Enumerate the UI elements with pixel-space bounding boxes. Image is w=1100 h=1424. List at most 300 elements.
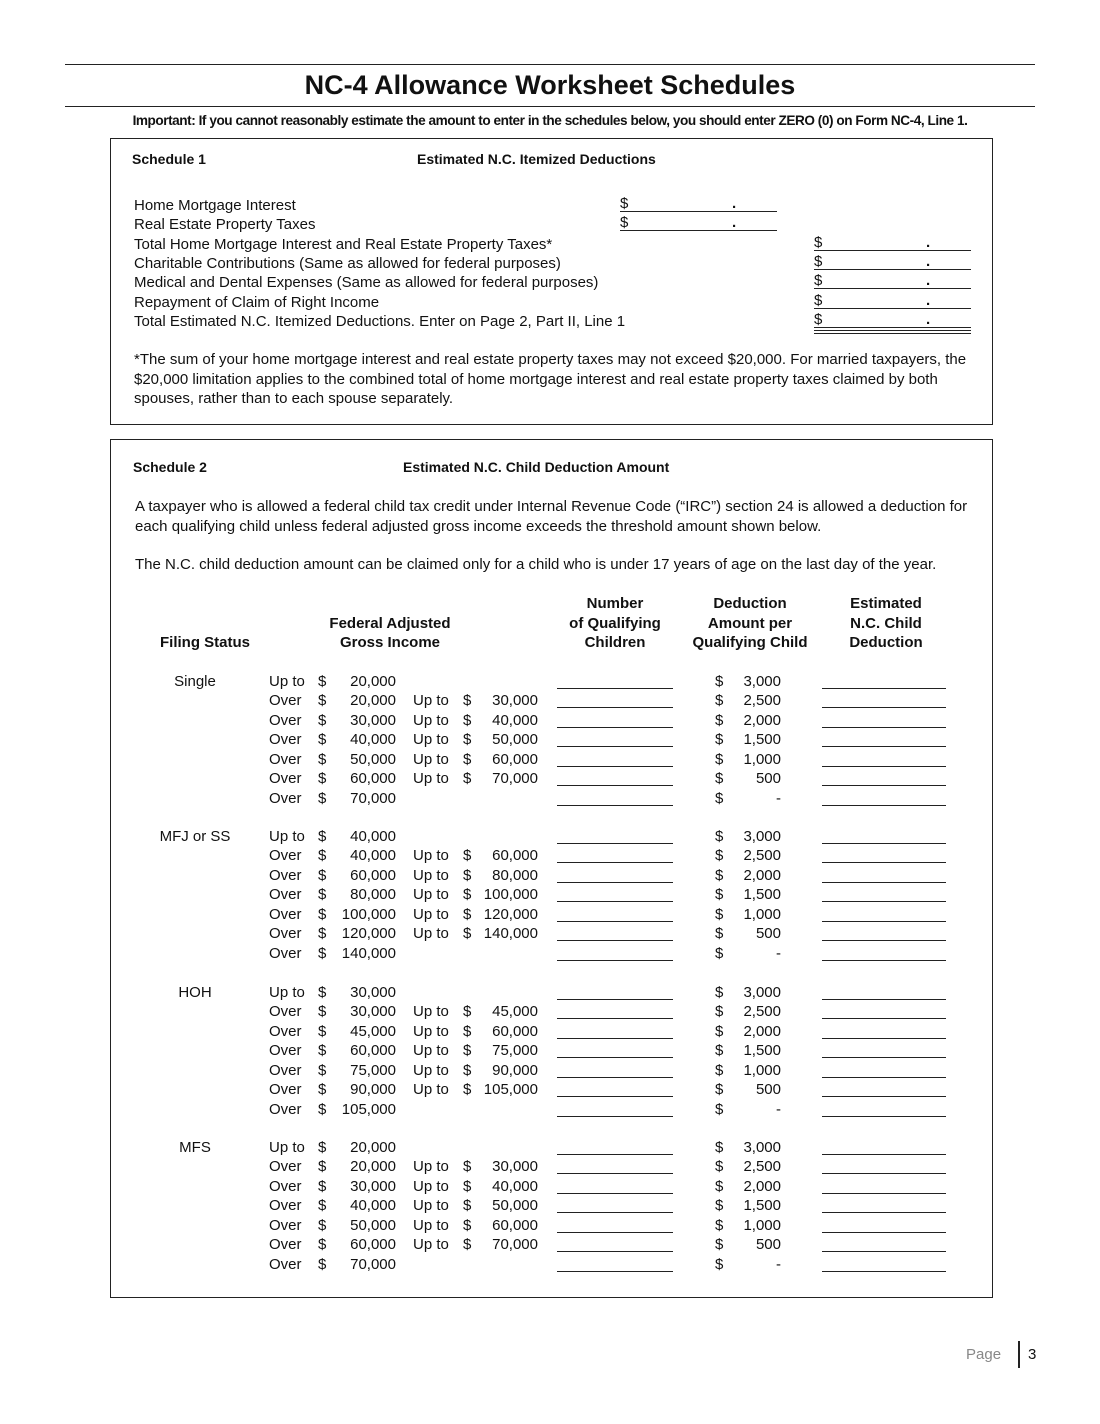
estimated-deduction-entry[interactable] xyxy=(822,766,946,767)
table-row xyxy=(0,1256,1100,1276)
table-row xyxy=(0,867,1100,887)
range-operator-lower: Over xyxy=(269,905,302,923)
range-amount-upper: 140,000 xyxy=(483,925,538,943)
dollar-sign: $ xyxy=(463,1022,472,1040)
estimated-deduction-entry[interactable] xyxy=(822,999,946,1000)
range-operator-lower: Up to xyxy=(269,828,305,845)
estimated-deduction-entry[interactable] xyxy=(822,960,946,961)
dollar-sign: $ xyxy=(318,1100,327,1118)
range-amount-lower: 60,000 xyxy=(350,866,396,884)
range-operator-upper: Up to xyxy=(413,1236,449,1254)
dollar-sign: $ xyxy=(318,1003,327,1021)
table-row xyxy=(0,751,1100,771)
range-operator-lower: Over xyxy=(269,750,302,768)
schedule-2-heading: Estimated N.C. Child Deduction Amount xyxy=(403,459,670,475)
dollar-sign: $ xyxy=(318,1177,327,1195)
qualifying-children-entry[interactable] xyxy=(557,1212,673,1213)
col-estimated-line3: Deduction xyxy=(849,634,923,651)
table-row xyxy=(0,1042,1100,1062)
range-operator-lower: Over xyxy=(269,770,302,788)
dollar-sign: $ xyxy=(318,1236,327,1254)
dollar-sign: $ xyxy=(715,673,724,690)
range-amount-upper: 60,000 xyxy=(492,1216,538,1234)
dollar-sign: $ xyxy=(463,1081,472,1099)
estimated-deduction-entry[interactable] xyxy=(822,1018,946,1019)
deduction-amount-per-child: - xyxy=(776,789,781,807)
range-amount-upper: 30,000 xyxy=(492,1158,538,1176)
dollar-sign: $ xyxy=(318,1042,327,1060)
range-operator-lower: Over xyxy=(269,1022,302,1040)
schedule-2-intro: A taxpayer who is allowed a federal child tax credit under Internal Revenue Code (“IRC”) section 24 is allowed a deduction for each qualifying child unless federal adjusted gross income exceeds the threshold amount shown below. xyxy=(135,498,968,535)
deduction-amount-per-child: 3,000 xyxy=(743,1139,781,1156)
range-amount-lower: 20,000 xyxy=(350,673,396,690)
schedule-1-footnote: *The sum of your home mortgage interest and real estate property taxes may not exceed $20,000. For married taxpayers, the $20,000 limitation applies to the combined total of home mortgage interest and real estate property taxes claimed by both spouses, rather than to each spouse separately. xyxy=(134,351,967,407)
range-amount-lower: 80,000 xyxy=(350,886,396,904)
qualifying-children-entry[interactable] xyxy=(557,707,673,708)
deduction-amount-per-child: 2,000 xyxy=(743,711,781,729)
estimated-deduction-entry[interactable] xyxy=(822,1173,946,1174)
range-operator-lower: Over xyxy=(269,1042,302,1060)
deduction-amount-per-child: 2,500 xyxy=(743,1158,781,1176)
range-amount-lower: 40,000 xyxy=(350,828,396,845)
range-operator-upper: Up to xyxy=(413,1081,449,1099)
range-operator-upper: Up to xyxy=(413,1042,449,1060)
dollar-sign: $ xyxy=(715,1042,724,1060)
estimated-deduction-entry[interactable] xyxy=(822,1096,946,1097)
range-amount-upper: 60,000 xyxy=(492,847,538,865)
range-amount-upper: 70,000 xyxy=(492,770,538,788)
qualifying-children-entry[interactable] xyxy=(557,766,673,767)
col-number-line2: of Qualifying xyxy=(569,615,661,632)
range-amount-lower: 50,000 xyxy=(350,1216,396,1234)
range-amount-lower: 45,000 xyxy=(350,1022,396,1040)
s1-line-home-mortgage-interest: Home Mortgage Interest xyxy=(134,197,296,214)
dollar-sign: $ xyxy=(318,984,327,1001)
dollar-sign: $ xyxy=(715,1100,724,1118)
range-amount-lower: 60,000 xyxy=(350,1236,396,1254)
estimated-deduction-entry[interactable] xyxy=(822,1116,946,1117)
qualifying-children-entry[interactable] xyxy=(557,1232,673,1233)
range-amount-lower: 20,000 xyxy=(350,1158,396,1176)
qualifying-children-entry[interactable] xyxy=(557,1116,673,1117)
estimated-deduction-entry[interactable] xyxy=(822,1193,946,1194)
filing-status-label: MFS xyxy=(179,1139,211,1156)
range-amount-upper: 45,000 xyxy=(492,1003,538,1021)
dollar-sign: $ xyxy=(715,1216,724,1234)
dollar-sign: $ xyxy=(715,1197,724,1215)
title-rule xyxy=(65,106,1035,107)
qualifying-children-entry[interactable] xyxy=(557,785,673,786)
range-amount-upper: 80,000 xyxy=(492,866,538,884)
range-operator-lower: Over xyxy=(269,1236,302,1254)
dollar-sign: $ xyxy=(318,673,327,690)
s1-line-total-mortgage-and-taxes: Total Home Mortgage Interest and Real Estate Property Taxes* xyxy=(134,236,553,253)
estimated-deduction-entry[interactable] xyxy=(822,1057,946,1058)
deduction-amount-per-child: 2,000 xyxy=(743,866,781,884)
estimated-deduction-entry[interactable] xyxy=(822,921,946,922)
dollar-sign: $ xyxy=(463,731,472,749)
table-row xyxy=(0,731,1100,751)
estimated-deduction-entry[interactable] xyxy=(822,746,946,747)
estimated-deduction-entry[interactable] xyxy=(822,1251,946,1252)
range-amount-lower: 105,000 xyxy=(341,1100,396,1118)
qualifying-children-entry[interactable] xyxy=(557,1173,673,1174)
dollar-sign: $ xyxy=(715,692,724,710)
dollar-sign: $ xyxy=(318,770,327,788)
decimal-point: . xyxy=(926,234,931,251)
dollar-sign: $ xyxy=(715,1022,724,1040)
dollar-sign: $ xyxy=(715,905,724,923)
range-operator-lower: Over xyxy=(269,866,302,884)
qualifying-children-entry[interactable] xyxy=(557,1057,673,1058)
dollar-sign: $ xyxy=(318,711,327,729)
col-deduction-line1: Deduction xyxy=(713,595,787,612)
range-amount-upper: 75,000 xyxy=(492,1042,538,1060)
decimal-point: . xyxy=(732,195,737,212)
dollar-sign: $ xyxy=(463,1061,472,1079)
dollar-sign: $ xyxy=(318,944,327,962)
col-agi-line1: Federal Adjusted xyxy=(329,615,451,632)
range-amount-lower: 60,000 xyxy=(350,770,396,788)
col-agi-line2: Gross Income xyxy=(339,634,441,651)
qualifying-children-entry[interactable] xyxy=(557,1193,673,1194)
range-operator-upper: Up to xyxy=(413,1158,449,1176)
qualifying-children-entry[interactable] xyxy=(557,843,673,844)
deduction-amount-per-child: 1,000 xyxy=(743,1061,781,1079)
range-amount-lower: 40,000 xyxy=(350,1197,396,1215)
range-operator-upper: Up to xyxy=(413,886,449,904)
qualifying-children-entry[interactable] xyxy=(557,921,673,922)
estimated-deduction-entry[interactable] xyxy=(822,1212,946,1213)
table-row xyxy=(0,1062,1100,1082)
dollar-sign: $ xyxy=(318,750,327,768)
range-amount-upper: 50,000 xyxy=(492,1197,538,1215)
table-row xyxy=(0,1101,1100,1121)
range-operator-upper: Up to xyxy=(413,750,449,768)
estimated-deduction-entry[interactable] xyxy=(822,882,946,883)
table-row xyxy=(0,1197,1100,1217)
dollar-sign: $ xyxy=(814,292,823,309)
range-amount-lower: 30,000 xyxy=(350,711,396,729)
range-operator-lower: Over xyxy=(269,1216,302,1234)
table-row xyxy=(0,1178,1100,1198)
dollar-sign: $ xyxy=(318,828,327,845)
range-operator-lower: Over xyxy=(269,925,302,943)
range-amount-lower: 20,000 xyxy=(350,692,396,710)
range-operator-upper: Up to xyxy=(413,731,449,749)
page-number: 3 xyxy=(1028,1346,1037,1363)
important-notice: Important: If you cannot reasonably estimate the amount to enter in the schedules below, you should enter ZERO (0) on Form NC-4, Line 1. xyxy=(132,113,968,128)
range-amount-lower: 70,000 xyxy=(350,789,396,807)
dollar-sign: $ xyxy=(715,770,724,788)
table-row xyxy=(0,847,1100,867)
dollar-sign: $ xyxy=(715,866,724,884)
qualifying-children-entry[interactable] xyxy=(557,727,673,728)
estimated-deduction-entry[interactable] xyxy=(822,901,946,902)
range-operator-lower: Up to xyxy=(269,984,305,1001)
range-operator-lower: Over xyxy=(269,1177,302,1195)
dollar-sign: $ xyxy=(715,886,724,904)
range-amount-upper: 120,000 xyxy=(483,905,538,923)
range-operator-upper: Up to xyxy=(413,1216,449,1234)
range-operator-lower: Over xyxy=(269,1197,302,1215)
qualifying-children-entry[interactable] xyxy=(557,901,673,902)
dollar-sign: $ xyxy=(715,1061,724,1079)
range-operator-lower: Over xyxy=(269,789,302,807)
s1-line-claim-of-right: Repayment of Claim of Right Income xyxy=(134,294,380,311)
range-operator-upper: Up to xyxy=(413,1197,449,1215)
range-operator-upper: Up to xyxy=(413,1022,449,1040)
deduction-amount-per-child: 1,500 xyxy=(743,1042,781,1060)
table-row xyxy=(0,712,1100,732)
page-label: Page xyxy=(966,1346,1002,1363)
top-rule xyxy=(65,64,1035,65)
range-operator-upper: Up to xyxy=(413,905,449,923)
deduction-amount-per-child: 3,000 xyxy=(743,984,781,1001)
qualifying-children-entry[interactable] xyxy=(557,1154,673,1155)
qualifying-children-entry[interactable] xyxy=(557,999,673,1000)
dollar-sign: $ xyxy=(318,1158,327,1176)
qualifying-children-entry[interactable] xyxy=(557,1251,673,1252)
deduction-amount-per-child: 1,000 xyxy=(743,905,781,923)
range-amount-upper: 105,000 xyxy=(483,1081,538,1099)
entry-medical-dental[interactable] xyxy=(814,273,971,289)
dollar-sign: $ xyxy=(814,234,823,251)
deduction-amount-per-child: 1,500 xyxy=(743,1197,781,1215)
deduction-amount-per-child: 500 xyxy=(755,770,781,788)
filing-status-label: HOH xyxy=(178,984,212,1001)
range-operator-lower: Over xyxy=(269,692,302,710)
deduction-amount-per-child: 2,500 xyxy=(743,1003,781,1021)
estimated-deduction-entry[interactable] xyxy=(822,805,946,806)
dollar-sign: $ xyxy=(463,692,472,710)
deduction-amount-per-child: 500 xyxy=(755,1081,781,1099)
dollar-sign: $ xyxy=(715,828,724,845)
table-row xyxy=(0,1139,1100,1159)
range-amount-lower: 70,000 xyxy=(350,1255,396,1273)
estimated-deduction-entry[interactable] xyxy=(822,1154,946,1155)
dollar-sign: $ xyxy=(715,750,724,768)
entry-total-itemized[interactable] xyxy=(814,312,971,328)
dollar-sign: $ xyxy=(715,984,724,1001)
range-amount-lower: 30,000 xyxy=(350,1003,396,1021)
dollar-sign: $ xyxy=(814,253,823,270)
dollar-sign: $ xyxy=(463,1197,472,1215)
qualifying-children-entry[interactable] xyxy=(557,1018,673,1019)
range-operator-upper: Up to xyxy=(413,1177,449,1195)
table-row xyxy=(0,925,1100,945)
table-row xyxy=(0,770,1100,790)
table-row xyxy=(0,945,1100,965)
dollar-sign: $ xyxy=(715,711,724,729)
dollar-sign: $ xyxy=(463,1177,472,1195)
qualifying-children-entry[interactable] xyxy=(557,1271,673,1272)
page-divider xyxy=(1018,1341,1020,1368)
estimated-deduction-entry[interactable] xyxy=(822,862,946,863)
estimated-deduction-entry[interactable] xyxy=(822,1038,946,1039)
dollar-sign: $ xyxy=(318,1061,327,1079)
dollar-sign: $ xyxy=(318,1255,327,1273)
table-row xyxy=(0,692,1100,712)
dollar-sign: $ xyxy=(318,1216,327,1234)
deduction-amount-per-child: - xyxy=(776,1255,781,1273)
table-row xyxy=(0,828,1100,848)
dollar-sign: $ xyxy=(463,1003,472,1021)
range-amount-upper: 60,000 xyxy=(492,1022,538,1040)
estimated-deduction-entry[interactable] xyxy=(822,1271,946,1272)
qualifying-children-entry[interactable] xyxy=(557,1077,673,1078)
entry-property-taxes[interactable] xyxy=(620,215,777,231)
dollar-sign: $ xyxy=(318,1022,327,1040)
range-amount-lower: 50,000 xyxy=(350,750,396,768)
dollar-sign: $ xyxy=(715,1081,724,1099)
dollar-sign: $ xyxy=(715,789,724,807)
qualifying-children-entry[interactable] xyxy=(557,1096,673,1097)
range-amount-lower: 120,000 xyxy=(341,925,396,943)
qualifying-children-entry[interactable] xyxy=(557,882,673,883)
deduction-amount-per-child: 1,500 xyxy=(743,731,781,749)
dollar-sign: $ xyxy=(715,1177,724,1195)
range-amount-lower: 40,000 xyxy=(350,731,396,749)
range-amount-upper: 40,000 xyxy=(492,711,538,729)
range-operator-lower: Over xyxy=(269,1061,302,1079)
range-amount-upper: 60,000 xyxy=(492,750,538,768)
estimated-deduction-entry[interactable] xyxy=(822,688,946,689)
col-number-line3: Children xyxy=(584,634,646,651)
qualifying-children-entry[interactable] xyxy=(557,1038,673,1039)
col-estimated-line1: Estimated xyxy=(850,595,922,612)
deduction-amount-per-child: - xyxy=(776,944,781,962)
range-amount-lower: 30,000 xyxy=(350,984,396,1001)
table-row xyxy=(0,1158,1100,1178)
deduction-amount-per-child: - xyxy=(776,1100,781,1118)
decimal-point: . xyxy=(926,292,931,309)
range-amount-lower: 100,000 xyxy=(341,905,396,923)
deduction-amount-per-child: 2,500 xyxy=(743,847,781,865)
dollar-sign: $ xyxy=(463,1236,472,1254)
range-amount-upper: 40,000 xyxy=(492,1177,538,1195)
range-operator-lower: Up to xyxy=(269,1139,305,1156)
estimated-deduction-entry[interactable] xyxy=(822,1077,946,1078)
dollar-sign: $ xyxy=(715,731,724,749)
total-double-underline xyxy=(814,330,971,334)
range-operator-lower: Over xyxy=(269,711,302,729)
dollar-sign: $ xyxy=(463,847,472,865)
schedule-1-label: Schedule 1 xyxy=(132,151,206,167)
dollar-sign: $ xyxy=(715,1139,724,1156)
deduction-amount-per-child: 2,500 xyxy=(743,692,781,710)
dollar-sign: $ xyxy=(715,944,724,962)
s1-line-total-itemized: Total Estimated N.C. Itemized Deductions. Enter on Page 2, Part II, Line 1 xyxy=(134,313,626,330)
range-operator-lower: Over xyxy=(269,1158,302,1176)
dollar-sign: $ xyxy=(318,692,327,710)
deduction-amount-per-child: 500 xyxy=(755,1236,781,1254)
deduction-amount-per-child: 3,000 xyxy=(743,828,781,845)
dollar-sign: $ xyxy=(715,1158,724,1176)
range-operator-upper: Up to xyxy=(413,847,449,865)
table-row xyxy=(0,984,1100,1004)
range-amount-upper: 70,000 xyxy=(492,1236,538,1254)
schedule-1-heading: Estimated N.C. Itemized Deductions xyxy=(417,151,656,167)
range-operator-lower: Up to xyxy=(269,673,305,690)
qualifying-children-entry[interactable] xyxy=(557,688,673,689)
range-operator-lower: Over xyxy=(269,944,302,962)
dollar-sign: $ xyxy=(715,1003,724,1021)
dollar-sign: $ xyxy=(715,1255,724,1273)
estimated-deduction-entry[interactable] xyxy=(822,843,946,844)
decimal-point: . xyxy=(926,311,931,328)
table-row xyxy=(0,673,1100,693)
table-row xyxy=(0,790,1100,810)
s1-line-charitable: Charitable Contributions (Same as allowed for federal purposes) xyxy=(134,255,561,272)
range-amount-lower: 60,000 xyxy=(350,1042,396,1060)
dollar-sign: $ xyxy=(814,311,823,328)
range-operator-lower: Over xyxy=(269,1081,302,1099)
deduction-amount-per-child: 1,500 xyxy=(743,886,781,904)
range-operator-lower: Over xyxy=(269,1003,302,1021)
range-operator-upper: Up to xyxy=(413,770,449,788)
range-amount-upper: 30,000 xyxy=(492,692,538,710)
estimated-deduction-entry[interactable] xyxy=(822,1232,946,1233)
decimal-point: . xyxy=(732,214,737,231)
dollar-sign: $ xyxy=(715,1236,724,1254)
qualifying-children-entry[interactable] xyxy=(557,746,673,747)
estimated-deduction-entry[interactable] xyxy=(822,707,946,708)
range-operator-lower: Over xyxy=(269,1100,302,1118)
dollar-sign: $ xyxy=(463,886,472,904)
s1-line-medical-dental: Medical and Dental Expenses (Same as allowed for federal purposes) xyxy=(134,274,599,291)
entry-home-mortgage-interest[interactable] xyxy=(620,196,777,212)
col-estimated-line2: N.C. Child xyxy=(850,615,922,632)
qualifying-children-entry[interactable] xyxy=(557,862,673,863)
dollar-sign: $ xyxy=(318,789,327,807)
dollar-sign: $ xyxy=(463,1158,472,1176)
col-filing-status: Filing Status xyxy=(160,634,250,651)
dollar-sign: $ xyxy=(318,1081,327,1099)
dollar-sign: $ xyxy=(318,731,327,749)
range-operator-upper: Up to xyxy=(413,1003,449,1021)
deduction-amount-per-child: 500 xyxy=(755,925,781,943)
table-row xyxy=(0,1217,1100,1237)
range-amount-lower: 40,000 xyxy=(350,847,396,865)
filing-status-label: MFJ or SS xyxy=(159,828,231,845)
range-operator-upper: Up to xyxy=(413,1061,449,1079)
entry-charitable[interactable] xyxy=(814,254,971,270)
range-operator-lower: Over xyxy=(269,1255,302,1273)
dollar-sign: $ xyxy=(715,847,724,865)
dollar-sign: $ xyxy=(318,886,327,904)
range-amount-upper: 50,000 xyxy=(492,731,538,749)
range-operator-lower: Over xyxy=(269,847,302,865)
dollar-sign: $ xyxy=(463,905,472,923)
estimated-deduction-entry[interactable] xyxy=(822,940,946,941)
estimated-deduction-entry[interactable] xyxy=(822,727,946,728)
dollar-sign: $ xyxy=(463,711,472,729)
col-deduction-line3: Qualifying Child xyxy=(692,634,808,651)
estimated-deduction-entry[interactable] xyxy=(822,785,946,786)
qualifying-children-entry[interactable] xyxy=(557,960,673,961)
dollar-sign: $ xyxy=(620,195,629,212)
entry-claim-of-right[interactable] xyxy=(814,293,971,309)
qualifying-children-entry[interactable] xyxy=(557,805,673,806)
dollar-sign: $ xyxy=(715,925,724,943)
table-row xyxy=(0,1003,1100,1023)
qualifying-children-entry[interactable] xyxy=(557,940,673,941)
entry-total-mortgage-and-taxes[interactable] xyxy=(814,235,971,251)
dollar-sign: $ xyxy=(620,214,629,231)
deduction-amount-per-child: 1,000 xyxy=(743,750,781,768)
dollar-sign: $ xyxy=(463,1042,472,1060)
